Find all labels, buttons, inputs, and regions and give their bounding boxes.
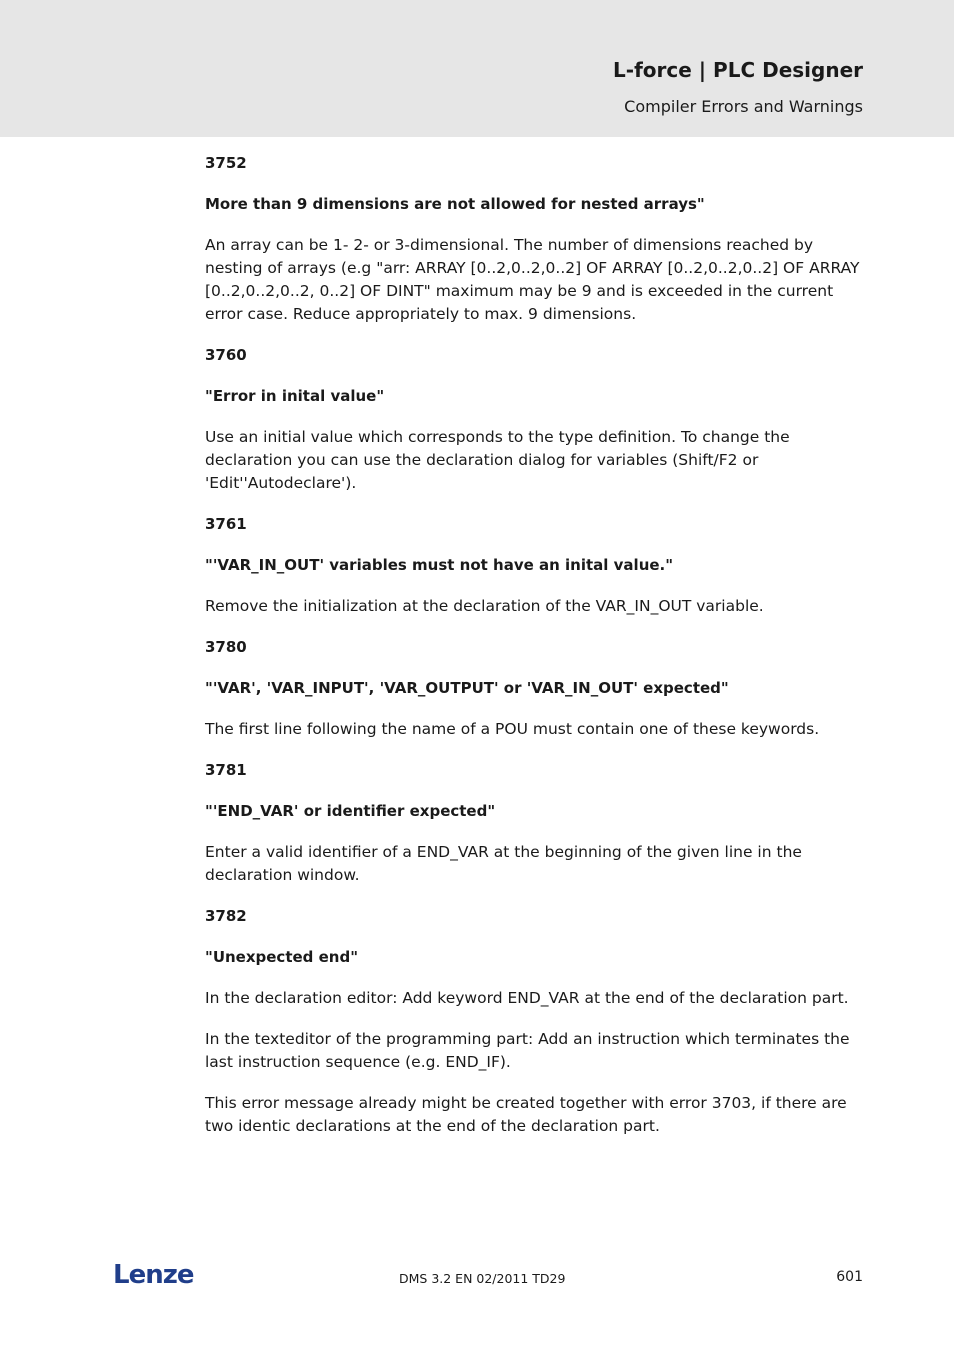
error-description: Use an initial value which corresponds to the type definition. To change the declaration you can use the declaration dialog for variables (Shift/F2 or 'Edit''Autodeclare'). (205, 428, 790, 492)
error-description: An array can be 1- 2- or 3-dimensional. The number of dimensions reached by nesting of arrays (e.g "arr: ARRAY [0..2,0..2,0..2] OF ARRAY [0..2,0..2,0..2] OF ARRAY [0..2,0..2,0..2, 0..2] OF DINT" maximum may be 9 and is exceeded in the current error case. Reduce appropriately to max. 9 dimensions. (205, 236, 860, 323)
document-body (205, 152, 865, 1156)
error-title: "'VAR_IN_OUT' variables must not have an inital value." (205, 556, 674, 574)
error-title: "'END_VAR' or identifier expected" (205, 802, 496, 820)
error-description: In the declaration editor: Add keyword END_VAR at the end of the declaration part. (205, 989, 849, 1007)
error-title: More than 9 dimensions are not allowed for nested arrays" (205, 195, 705, 213)
error-title: "'VAR', 'VAR_INPUT', 'VAR_OUTPUT' or 'VAR_IN_OUT' expected" (205, 679, 729, 697)
error-description: Enter a valid identifier of a END_VAR at the beginning of the given line in the declaration window. (205, 843, 802, 884)
header-subtitle: Compiler Errors and Warnings (624, 97, 863, 116)
lenze-logo: Lenze (113, 1260, 194, 1290)
error-title: "Unexpected end" (205, 948, 359, 966)
header-title: L-force | PLC Designer (613, 58, 863, 82)
page-header (0, 0, 954, 137)
error-description: Remove the initialization at the declaration of the VAR_IN_OUT variable. (205, 597, 764, 615)
error-title: "Error in inital value" (205, 387, 385, 405)
error-code: 3782 (205, 907, 247, 925)
error-code: 3752 (205, 154, 247, 172)
error-code: 3760 (205, 346, 247, 364)
document-id: DMS 3.2 EN 02/2011 TD29 (399, 1271, 566, 1286)
error-code: 3780 (205, 638, 247, 656)
error-description: In the texteditor of the programming part: Add an instruction which terminates the last instruction sequence (e.g. END_IF). (205, 1030, 850, 1071)
error-description: The first line following the name of a POU must contain one of these keywords. (205, 720, 820, 738)
page-number: 601 (836, 1269, 863, 1285)
error-code: 3781 (205, 761, 247, 779)
error-description: This error message already might be created together with error 3703, if there are two identic declarations at the end of the declaration part. (205, 1094, 847, 1135)
error-code: 3761 (205, 515, 247, 533)
